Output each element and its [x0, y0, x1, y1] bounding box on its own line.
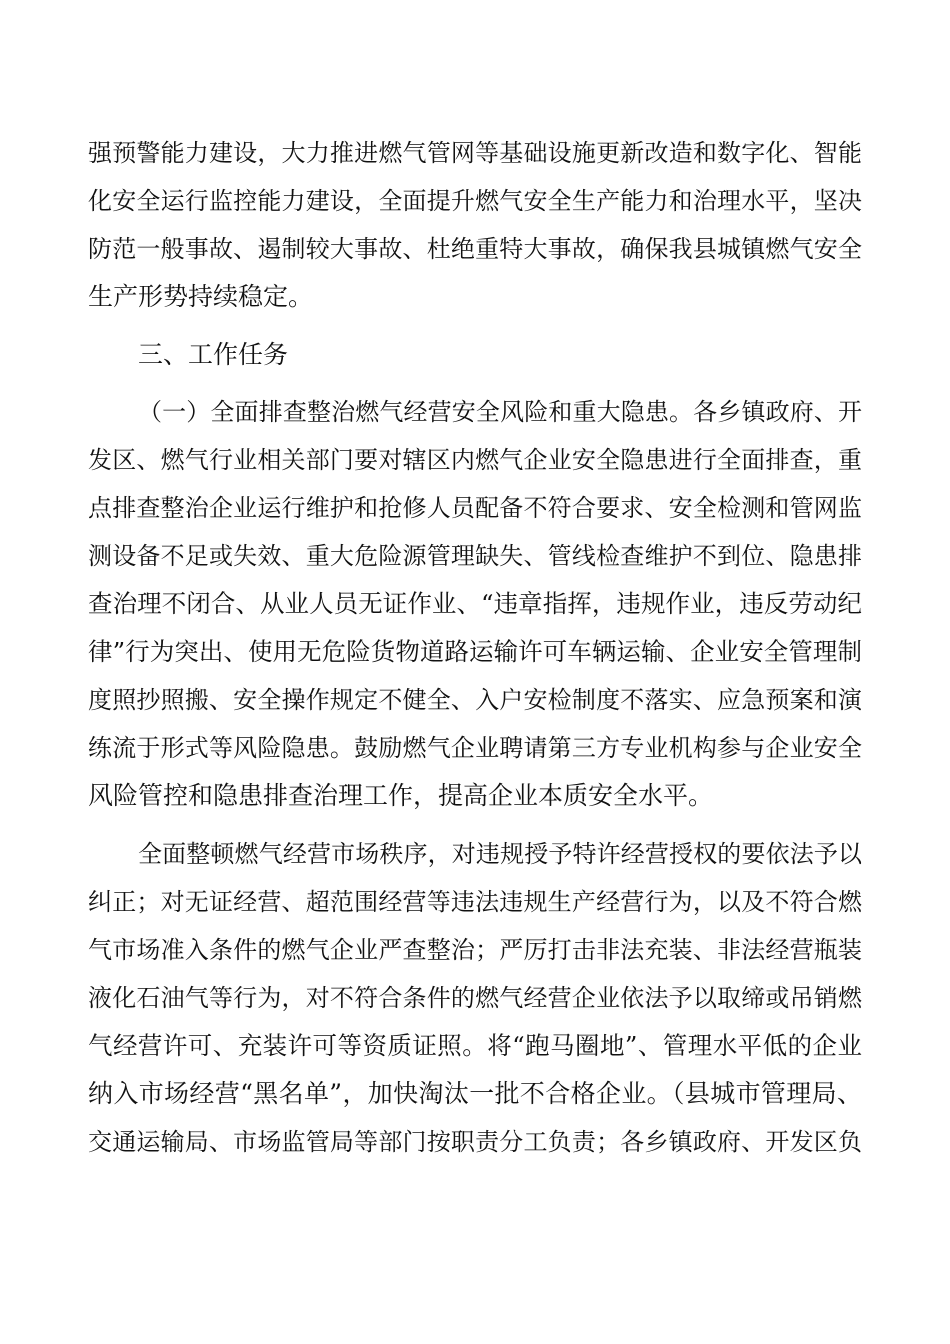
- text-line: 风险管控和隐患排查治理工作，提高企业本质安全水平。: [88, 781, 714, 810]
- text-line: 律”行为突出、使用无危险货物道路运输许可车辆运输、企业安全管理制: [88, 637, 862, 666]
- text-line: 查治理不闭合、从业人员无证作业、“违章指挥，违规作业，违反劳动纪: [88, 589, 862, 618]
- text-line: （一）全面排查整治燃气经营安全风险和重大隐患。各乡镇政府、开: [138, 398, 862, 426]
- text-line: 纳入市场经营“黑名单”，加快淘汰一批不合格企业。（县城市管理局、: [88, 1079, 862, 1108]
- text-line: 液化石油气等行为，对不符合条件的燃气经营企业依法予以取缔或吊销燃: [88, 984, 862, 1012]
- text-line: 全面整顿燃气经营市场秩序，对违规授予特许经营授权的要依法予以: [138, 840, 862, 868]
- text-line: 练流于形式等风险隐患。鼓励燃气企业聘请第三方专业机构参与企业安全: [88, 734, 862, 762]
- text-line: 生产形势持续稳定。: [88, 282, 314, 311]
- text-line: 纠正；对无证经营、超范围经营等违法违规生产经营行为，以及不符合燃: [88, 888, 862, 916]
- text-line: 防范一般事故、遏制较大事故、杜绝重特大事故，确保我县城镇燃气安全: [88, 235, 862, 263]
- section-heading: 三、工作任务: [138, 340, 289, 369]
- text-line: 强预警能力建设，大力推进燃气管网等基础设施更新改造和数字化、智能: [88, 139, 862, 167]
- text-line: 化安全运行监控能力建设，全面提升燃气安全生产能力和治理水平，坚决: [88, 187, 862, 215]
- text-line: 气经营许可、充装许可等资质证照。将“跑马圈地”、管理水平低的企业: [88, 1031, 862, 1060]
- text-line: 测设备不足或失效、重大危险源管理缺失、管线检查维护不到位、隐患排: [88, 542, 862, 570]
- text-line: 交通运输局、市场监管局等部门按职责分工负责；各乡镇政府、开发区负: [88, 1128, 862, 1156]
- text-line: 度照抄照搬、安全操作规定不健全、入户安检制度不落实、应急预案和演: [88, 686, 862, 714]
- text-line: 点排查整治企业运行维护和抢修人员配备不符合要求、安全检测和管网监: [88, 494, 862, 522]
- text-line: 发区、燃气行业相关部门要对辖区内燃气企业安全隐患进行全面排查，重: [88, 446, 862, 474]
- text-line: 气市场准入条件的燃气企业严查整治；严厉打击非法充装、非法经营瓶装: [88, 936, 862, 964]
